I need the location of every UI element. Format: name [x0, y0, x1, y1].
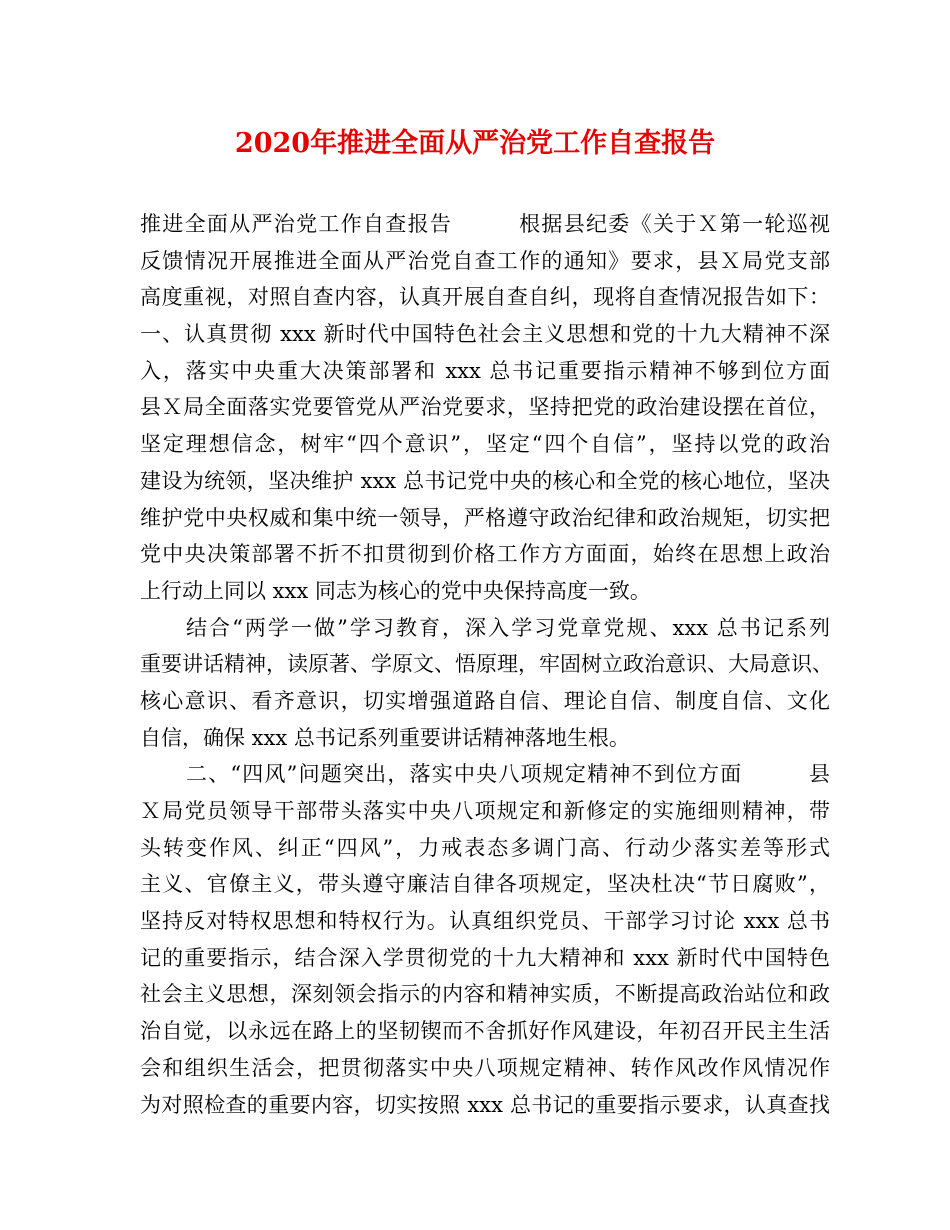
- body-line: 坚持反对特权思想和特权行为。认真组织党员、干部学习讨论 xxx 总书: [140, 909, 830, 934]
- body-line: 推进全面从严治党工作自查报告 根据县纪委《关于Ｘ第一轮巡视: [140, 212, 830, 236]
- body-line: 社会主义思想，深刻领会指示的内容和精神实质，不断提高政治站位和政: [140, 982, 830, 1007]
- body-line: 一、认真贯彻 xxx 新时代中国特色社会主义思想和党的十九大精神不深: [140, 322, 830, 347]
- body-line: 核心意识、看齐意识，切实增强道路自信、理论自信、制度自信、文化: [140, 688, 830, 713]
- body-line: 县Ｘ局全面落实党要管党从严治党要求，坚持把党的政治建设摆在首位，: [140, 395, 830, 420]
- body-line: 结合“两学一做”学习教育，深入学习党章党规、xxx 总书记系列: [186, 615, 830, 640]
- body-line: 坚定理想信念，树牢“四个意识”，坚定“四个自信”，坚持以党的政治: [140, 432, 830, 457]
- body-line: 二、“四风”问题突出，落实中央八项规定精神不到位方面 县: [186, 762, 830, 787]
- body-line: 重要讲话精神，读原著、学原文、悟原理，牢固树立政治意识、大局意识、: [140, 652, 833, 677]
- document-body: [140, 206, 833, 1123]
- body-line: 党中央决策部署不折不扣贯彻到价格工作方方面面，始终在思想上政治: [140, 542, 830, 567]
- body-line: 高度重视，对照自查内容，认真开展自查自纠，现将自查情况报告如下：: [140, 285, 830, 310]
- body-line: 自信，确保 xxx 总书记系列重要讲话精神落地生根。: [140, 725, 630, 750]
- body-line: 主义、官僚主义，带头遵守廉洁自律各项规定，坚决杜决“节日腐败”，: [140, 872, 830, 897]
- body-line: 上行动上同以 xxx 同志为核心的党中央保持高度一致。: [140, 578, 651, 603]
- body-line: 建设为统领，坚决维护 xxx 总书记党中央的核心和全党的核心地位，坚决: [140, 468, 830, 493]
- body-line: 头转变作风、纠正“四风”，力戒表态多调门高、行动少落实差等形式: [140, 835, 830, 860]
- body-line: 记的重要指示，结合深入学贯彻党的十九大精神和 xxx 新时代中国特色: [140, 945, 830, 970]
- body-line: 为对照检查的重要内容，切实按照 xxx 总书记的重要指示要求，认真查找: [140, 1092, 830, 1117]
- body-line: Ｘ局党员领导干部带头落实中央八项规定和新修定的实施细则精神，带: [140, 799, 830, 823]
- body-line: 入，落实中央重大决策部署和 xxx 总书记重要指示精神不够到位方面: [140, 358, 830, 383]
- body-line: 治自觉，以永远在路上的坚韧锲而不舍抓好作风建设，年初召开民主生活: [140, 1019, 830, 1044]
- body-line: 反馈情况开展推进全面从严治党自查工作的通知》要求，县Ｘ局党支部: [140, 248, 830, 273]
- document-title: 2020年推进全面从严治党工作自查报告: [234, 128, 716, 159]
- body-line: 会和组织生活会，把贯彻落实中央八项规定精神、转作风改作风情况作: [140, 1055, 830, 1080]
- body-line: 维护党中央权威和集中统一领导，严格遵守政治纪律和政治规矩，切实把: [140, 505, 830, 530]
